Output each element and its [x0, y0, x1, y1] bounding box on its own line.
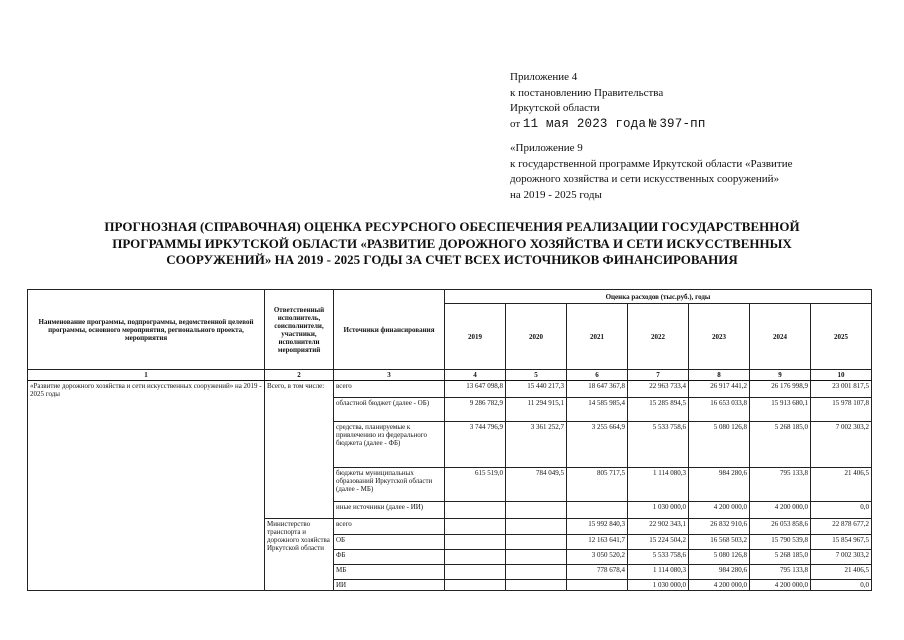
- col-number: 3: [334, 370, 445, 381]
- value-cell: 795 133,8: [750, 565, 811, 580]
- source-cell: МБ: [334, 565, 445, 580]
- resolution-date: [510, 117, 840, 133]
- source-cell: бюджеты муниципальных образований Иркутской области (далее - МБ): [334, 468, 445, 502]
- value-cell: 5 080 126,8: [689, 422, 750, 468]
- resource-table: [27, 289, 872, 591]
- value-cell: 1 114 080,3: [628, 565, 689, 580]
- header-year: 2019: [445, 304, 506, 370]
- value-cell: [506, 565, 567, 580]
- header-year: 2022: [628, 304, 689, 370]
- value-cell: 0,0: [811, 502, 872, 519]
- value-cell: 15 978 107,8: [811, 398, 872, 422]
- value-cell: [445, 580, 506, 591]
- ref-line: к государственной программе Иркутской области «Развитие: [510, 157, 793, 170]
- col-number: 6: [567, 370, 628, 381]
- value-cell: 984 280,6: [689, 565, 750, 580]
- value-cell: 4 200 000,0: [689, 502, 750, 519]
- source-cell: всего: [334, 381, 445, 398]
- value-cell: 15 285 894,5: [628, 398, 689, 422]
- title-line: ПРОГНОЗНАЯ (СПРАВОЧНАЯ) ОЦЕНКА РЕСУРСНОГО ОБЕСПЕЧЕНИЯ РЕАЛИЗАЦИИ ГОСУДАРСТВЕННОЙ: [104, 219, 800, 234]
- value-cell: 1 030 000,0: [628, 580, 689, 591]
- value-cell: 11 294 915,1: [506, 398, 567, 422]
- value-cell: 3 050 520,2: [567, 550, 628, 565]
- value-cell: 16 568 503,2: [689, 535, 750, 550]
- value-cell: 22 902 343,1: [628, 519, 689, 535]
- value-cell: 4 200 000,0: [689, 580, 750, 591]
- executor-total: Всего, в том числе:: [265, 381, 334, 519]
- executor-ministry: Министерство транспорта и дорожного хозяйства Иркутской области: [265, 519, 334, 591]
- value-cell: 21 406,5: [811, 565, 872, 580]
- number-sign: №: [648, 116, 657, 131]
- value-cell: 26 053 858,6: [750, 519, 811, 535]
- header-year: 2021: [567, 304, 628, 370]
- col-number: 4: [445, 370, 506, 381]
- header-executor: Ответственный исполнитель, соисполнители, участники, исполнители мероприятий: [265, 290, 334, 370]
- value-cell: 784 049,5: [506, 468, 567, 502]
- source-cell: ИИ: [334, 580, 445, 591]
- value-cell: 0,0: [811, 580, 872, 591]
- value-cell: 805 717,5: [567, 468, 628, 502]
- value-cell: [506, 535, 567, 550]
- title-line: ПРОГРАММЫ ИРКУТСКОЙ ОБЛАСТИ «РАЗВИТИЕ ДОРОЖНОГО ХОЗЯЙСТВА И СЕТИ ИСКУССТВЕННЫХ: [112, 235, 792, 251]
- col-number: 10: [811, 370, 872, 381]
- value-cell: 5 533 758,6: [628, 422, 689, 468]
- value-cell: [445, 565, 506, 580]
- source-cell: средства, планируемые к привлечению из федерального бюджета (далее - ФБ): [334, 422, 445, 468]
- value-cell: 984 280,6: [689, 468, 750, 502]
- value-cell: 15 440 217,3: [506, 381, 567, 398]
- value-cell: 4 200 000,0: [750, 580, 811, 591]
- value-cell: 15 992 840,3: [567, 519, 628, 535]
- value-cell: 15 913 680,1: [750, 398, 811, 422]
- annex-line: к постановлению Правительства: [510, 86, 664, 99]
- value-cell: 26 832 910,6: [689, 519, 750, 535]
- source-cell: всего: [334, 519, 445, 535]
- ref-line: на 2019 - 2025 годы: [510, 188, 602, 201]
- date-prefix: от: [510, 117, 521, 130]
- value-cell: 795 133,8: [750, 468, 811, 502]
- value-cell: [567, 502, 628, 519]
- date-value: 11 мая 2023 года: [522, 116, 647, 131]
- value-cell: 778 678,4: [567, 565, 628, 580]
- value-cell: 26 917 441,2: [689, 381, 750, 398]
- header-name: Наименование программы, подпрограммы, ведомственной целевой программы, основного мероприятия, регионального проекта, мероприятия: [28, 290, 265, 370]
- value-cell: 1 114 080,3: [628, 468, 689, 502]
- annex-line: Приложение 4: [510, 71, 578, 83]
- value-cell: 7 002 303,2: [811, 550, 872, 565]
- value-cell: [506, 550, 567, 565]
- value-cell: [445, 502, 506, 519]
- value-cell: [445, 535, 506, 550]
- source-cell: иные источники (далее - ИИ): [334, 502, 445, 519]
- number-value: 397-пп: [659, 116, 706, 131]
- value-cell: 9 286 782,9: [445, 398, 506, 422]
- col-number: 5: [506, 370, 567, 381]
- value-cell: 15 224 504,2: [628, 535, 689, 550]
- annex-block: [510, 70, 840, 203]
- value-cell: 26 176 998,9: [750, 381, 811, 398]
- ref-line: дорожного хозяйства и сети искусственных сооружений»: [510, 173, 780, 185]
- header-year: 2025: [811, 304, 872, 370]
- table-row: [28, 381, 872, 398]
- value-cell: 22 963 733,4: [628, 381, 689, 398]
- annex-line: Иркутской области: [510, 102, 600, 114]
- value-cell: 615 519,0: [445, 468, 506, 502]
- value-cell: [567, 580, 628, 591]
- source-cell: областной бюджет (далее - ОБ): [334, 398, 445, 422]
- source-cell: ФБ: [334, 550, 445, 565]
- value-cell: [506, 580, 567, 591]
- value-cell: 18 647 367,8: [567, 381, 628, 398]
- value-cell: 5 533 758,6: [628, 550, 689, 565]
- value-cell: 23 001 817,5: [811, 381, 872, 398]
- value-cell: 3 255 664,9: [567, 422, 628, 468]
- value-cell: 15 854 967,5: [811, 535, 872, 550]
- ref-line: «Приложение 9: [510, 142, 583, 154]
- header-sources: Источники финансирования: [334, 290, 445, 370]
- value-cell: 3 361 252,7: [506, 422, 567, 468]
- value-cell: 22 878 677,2: [811, 519, 872, 535]
- col-number: 1: [28, 370, 265, 381]
- value-cell: 5 268 185,0: [750, 422, 811, 468]
- value-cell: 14 585 985,4: [567, 398, 628, 422]
- value-cell: [506, 502, 567, 519]
- value-cell: 4 200 000,0: [750, 502, 811, 519]
- spacer: [510, 132, 840, 141]
- header-year: 2023: [689, 304, 750, 370]
- header-year: 2024: [750, 304, 811, 370]
- col-number: 8: [689, 370, 750, 381]
- header-year: 2020: [506, 304, 567, 370]
- col-number: 7: [628, 370, 689, 381]
- title-line: СООРУЖЕНИЙ» НА 2019 - 2025 ГОДЫ ЗА СЧЕТ ВСЕХ ИСТОЧНИКОВ ФИНАНСИРОВАНИЯ: [166, 252, 738, 267]
- value-cell: 15 790 539,8: [750, 535, 811, 550]
- value-cell: 5 080 126,8: [689, 550, 750, 565]
- value-cell: 3 744 796,9: [445, 422, 506, 468]
- col-number: 9: [750, 370, 811, 381]
- value-cell: [506, 519, 567, 535]
- value-cell: 12 163 641,7: [567, 535, 628, 550]
- value-cell: 13 647 098,8: [445, 381, 506, 398]
- source-cell: ОБ: [334, 535, 445, 550]
- value-cell: 7 002 303,2: [811, 422, 872, 468]
- document-title: [40, 219, 864, 269]
- value-cell: 5 268 185,0: [750, 550, 811, 565]
- value-cell: 16 653 033,8: [689, 398, 750, 422]
- header-estimate: Оценка расходов (тыс.руб.), годы: [445, 290, 872, 304]
- value-cell: [445, 519, 506, 535]
- col-number: 2: [265, 370, 334, 381]
- value-cell: 21 406,5: [811, 468, 872, 502]
- value-cell: [445, 550, 506, 565]
- program-name: «Развитие дорожного хозяйства и сети искусственных сооружений» на 2019 - 2025 годы: [28, 381, 265, 591]
- value-cell: 1 030 000,0: [628, 502, 689, 519]
